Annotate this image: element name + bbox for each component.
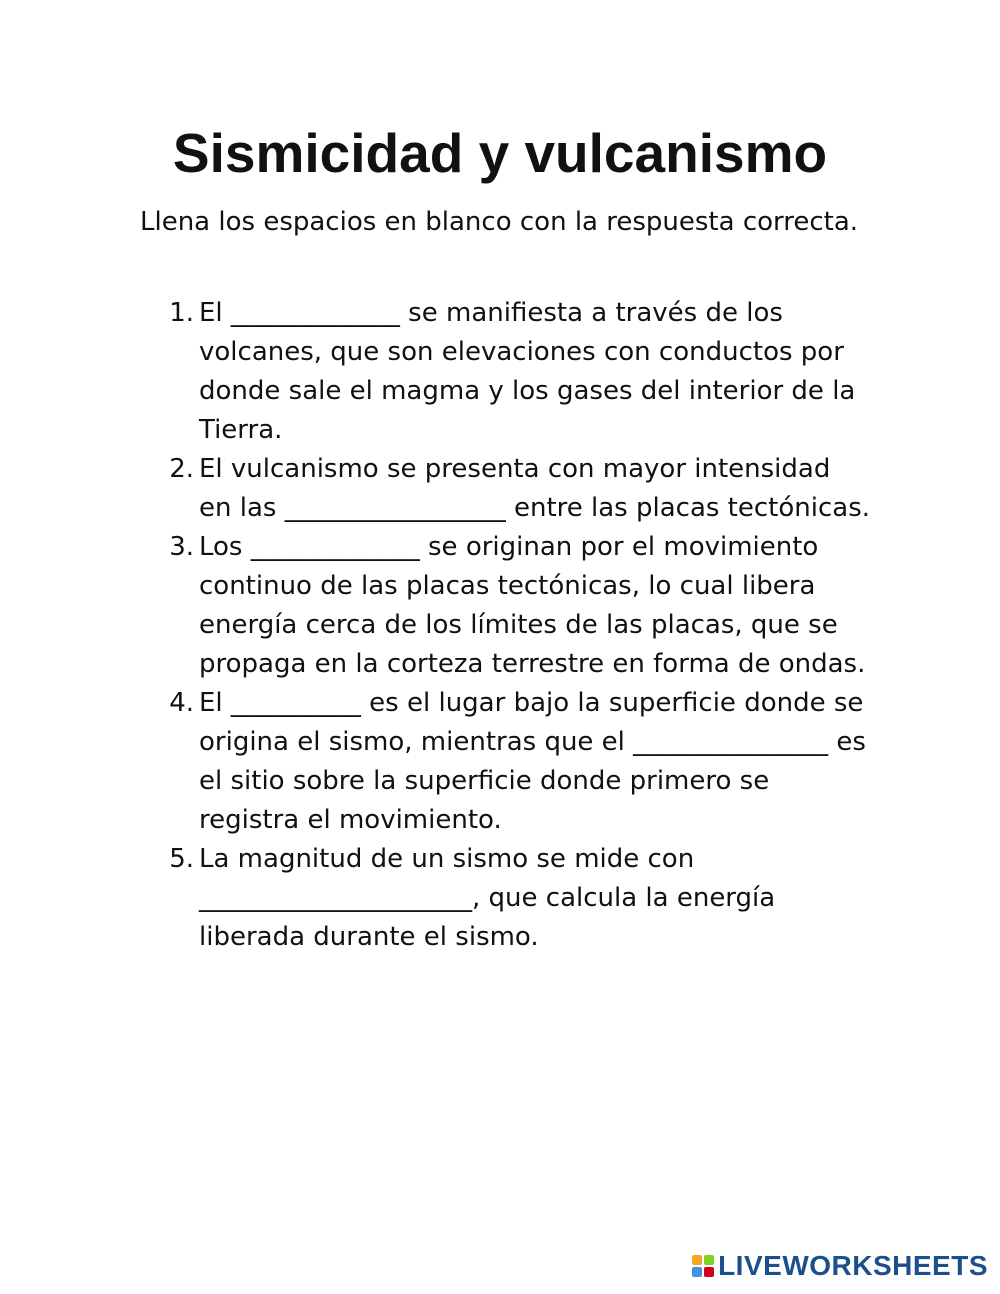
page-title: Sismicidad y vulcanismo [172,122,828,184]
logo-mark-icon [692,1255,714,1277]
question-number: 1. [169,298,194,328]
question-number: 5. [169,844,194,874]
question-number: 4. [169,688,194,718]
logo-text: LIVEWORKSHEETS [718,1250,988,1281]
question-text: El __________ es el lugar bajo la superficie donde se origina el sismo, mientras que el _______________ es el sitio sobre la superficie donde primero se registra el movimiento. [199,688,866,835]
question-2 [140,450,870,528]
question-5 [140,840,870,957]
question-text: El _____________ se manifiesta a través de los volcanes, que son elevaciones con conductos por donde sale el magma y los gases del interior de la Tierra. [199,298,856,445]
question-3 [140,528,870,684]
question-1 [140,294,870,450]
question-number: 2. [169,454,194,484]
question-number: 3. [169,532,194,562]
logo-square [704,1255,714,1265]
question-text: El vulcanismo se presenta con mayor intensidad en las _________________ entre las placas tectónicas. [199,454,871,523]
liveworksheets-logo [692,1250,988,1282]
question-text: Los _____________ se originan por el movimiento continuo de las placas tectónicas, lo cual libera energía cerca de los límites de las placas, que se propaga en la corteza terrestre en forma de ondas. [199,532,866,679]
question-list [140,294,870,957]
logo-square [692,1267,702,1277]
question-text: La magnitud de un sismo se mide con _____________________, que calcula la energía liberada durante el sismo. [199,844,776,952]
logo-square [704,1267,714,1277]
logo-square [692,1255,702,1265]
question-4 [140,684,870,840]
instructions-text: Llena los espacios en blanco con la respuesta correcta. [140,207,859,237]
